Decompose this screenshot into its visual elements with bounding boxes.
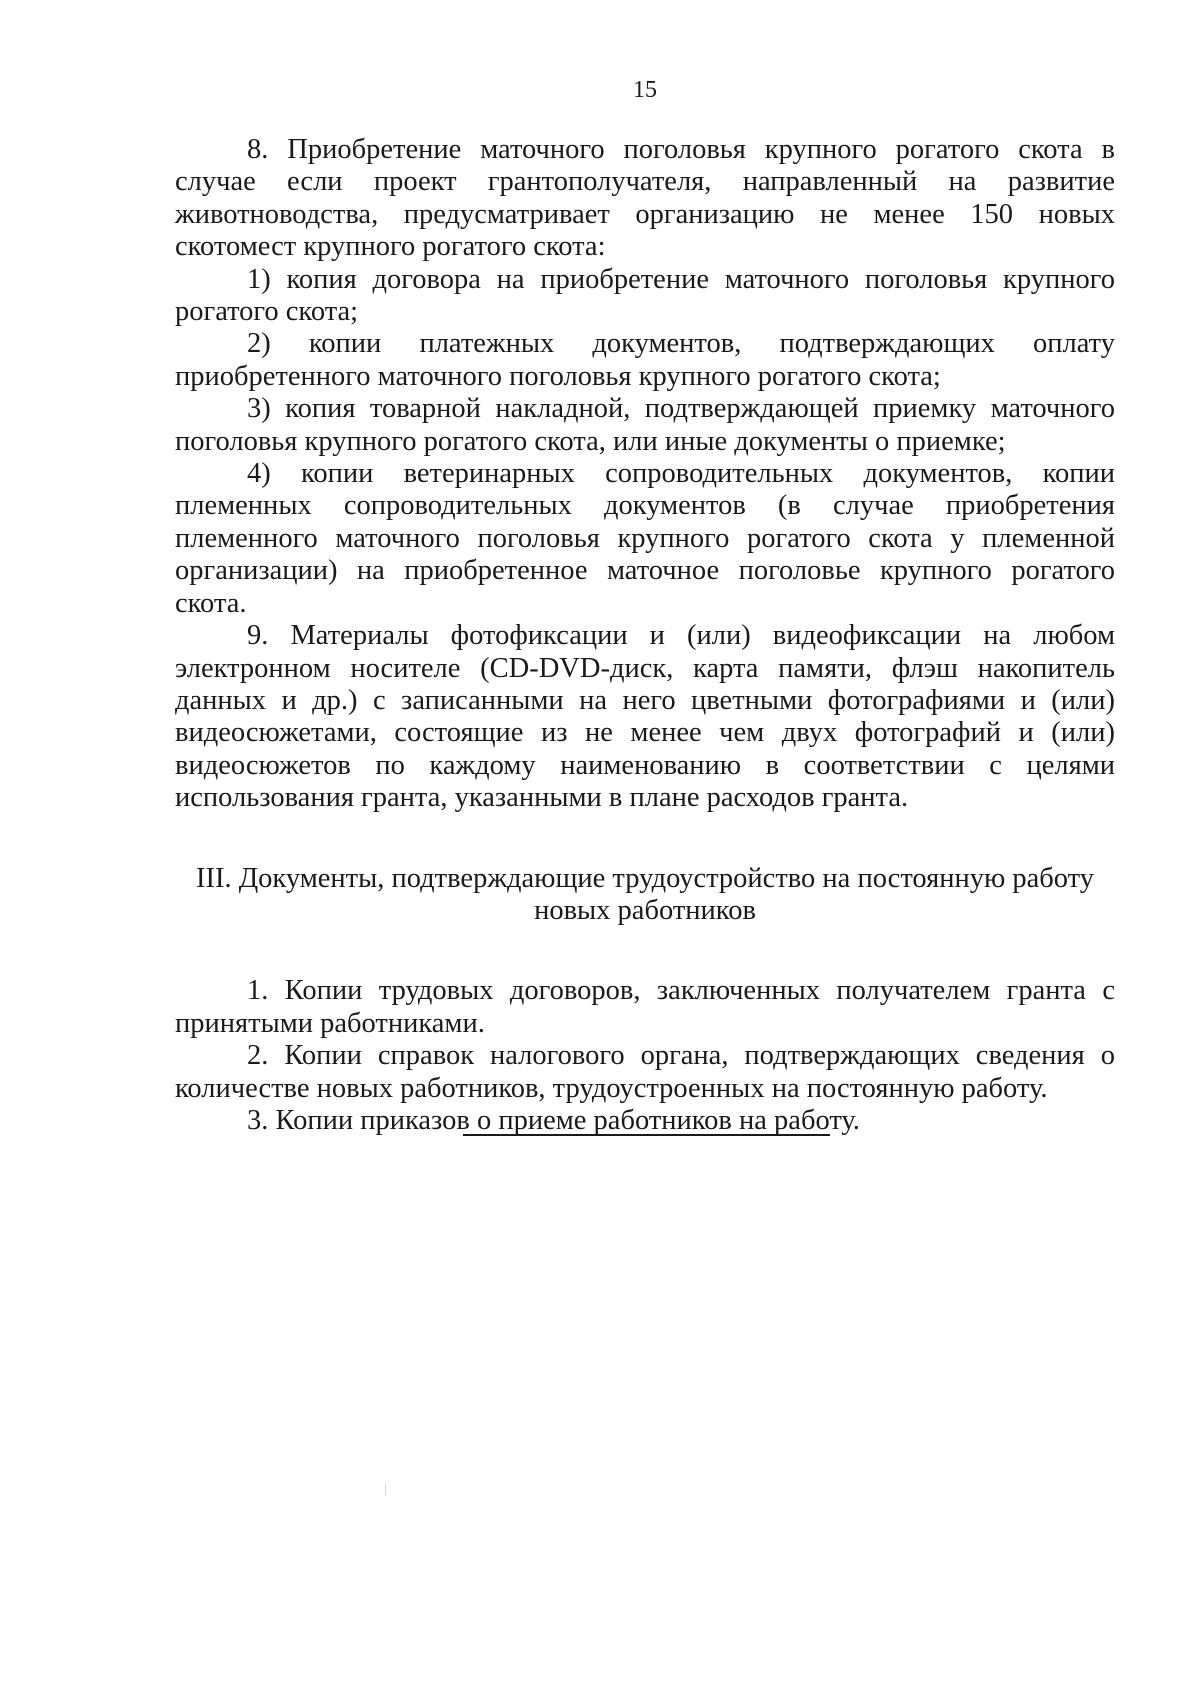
paragraph-section3-item-3: 3. Копии приказов о приеме работников на работу. [247, 1104, 860, 1136]
section-spacer [175, 927, 1115, 975]
page-number: 15 [633, 77, 657, 103]
paragraph-subitem-1: 1) копия договора на приобретение маточного поголовья крупного рогатого скота; [175, 263, 1115, 328]
paragraph-item-8: 8. Приобретение маточного поголовья крупного рогатого скота в случае если проект грантополучателя, направленный на развитие животноводства, предусматривает организацию не менее 150 новых скотомест крупного рогатого скота: [175, 134, 1115, 263]
paragraph-subitem-2: 2) копии платежных документов, подтверждающих оплату приобретенного маточного поголовья крупного рогатого скота; [175, 328, 1115, 392]
paragraph-subitem-3: 3) копия товарной накладной, подтверждающей приемку маточного поголовья крупного рогатого скота, или иные документы о приемке; [175, 393, 1115, 457]
section-heading-line-2: новых работников [534, 894, 756, 926]
paragraph-section3-item-1: 1. Копии трудовых договоров, заключенных получателем гранта с принятыми работниками. [175, 975, 1115, 1039]
paragraph-item-9: 9. Материалы фотофиксации и (или) видеофиксации на любом электронном носителе (CD-DVD-диск, карта памяти, флэш накопитель данных и др.) с записанными на него цветными фотографиями и (или) видеосюжетами, состоящие из не менее чем двух фотографий и (или) видеосюжетов по каждому наименованию в соответствии с целями использования гранта, указанными в плане расходов гранта. [175, 620, 1115, 814]
document-body [175, 134, 1115, 1137]
section-heading-line-1: III. Документы, подтверждающие трудоустройство на постоянную работу [195, 862, 1094, 894]
paragraph-subitem-4: 4) копии ветеринарных сопроводительных документов, копии племенных сопроводительных документов (в случае приобретения племенного маточного поголовья крупного рогатого скота у племенной организации) на приобретенное маточное поголовье крупного рогатого скота. [175, 458, 1115, 619]
section-heading [175, 863, 1115, 928]
paragraph-section3-item-2: 2. Копии справок налогового органа, подтверждающих сведения о количестве новых работников, трудоустроенных на постоянную работу. [175, 1040, 1115, 1104]
end-of-text-rule [463, 1134, 830, 1136]
scan-artifact [385, 1484, 386, 1496]
